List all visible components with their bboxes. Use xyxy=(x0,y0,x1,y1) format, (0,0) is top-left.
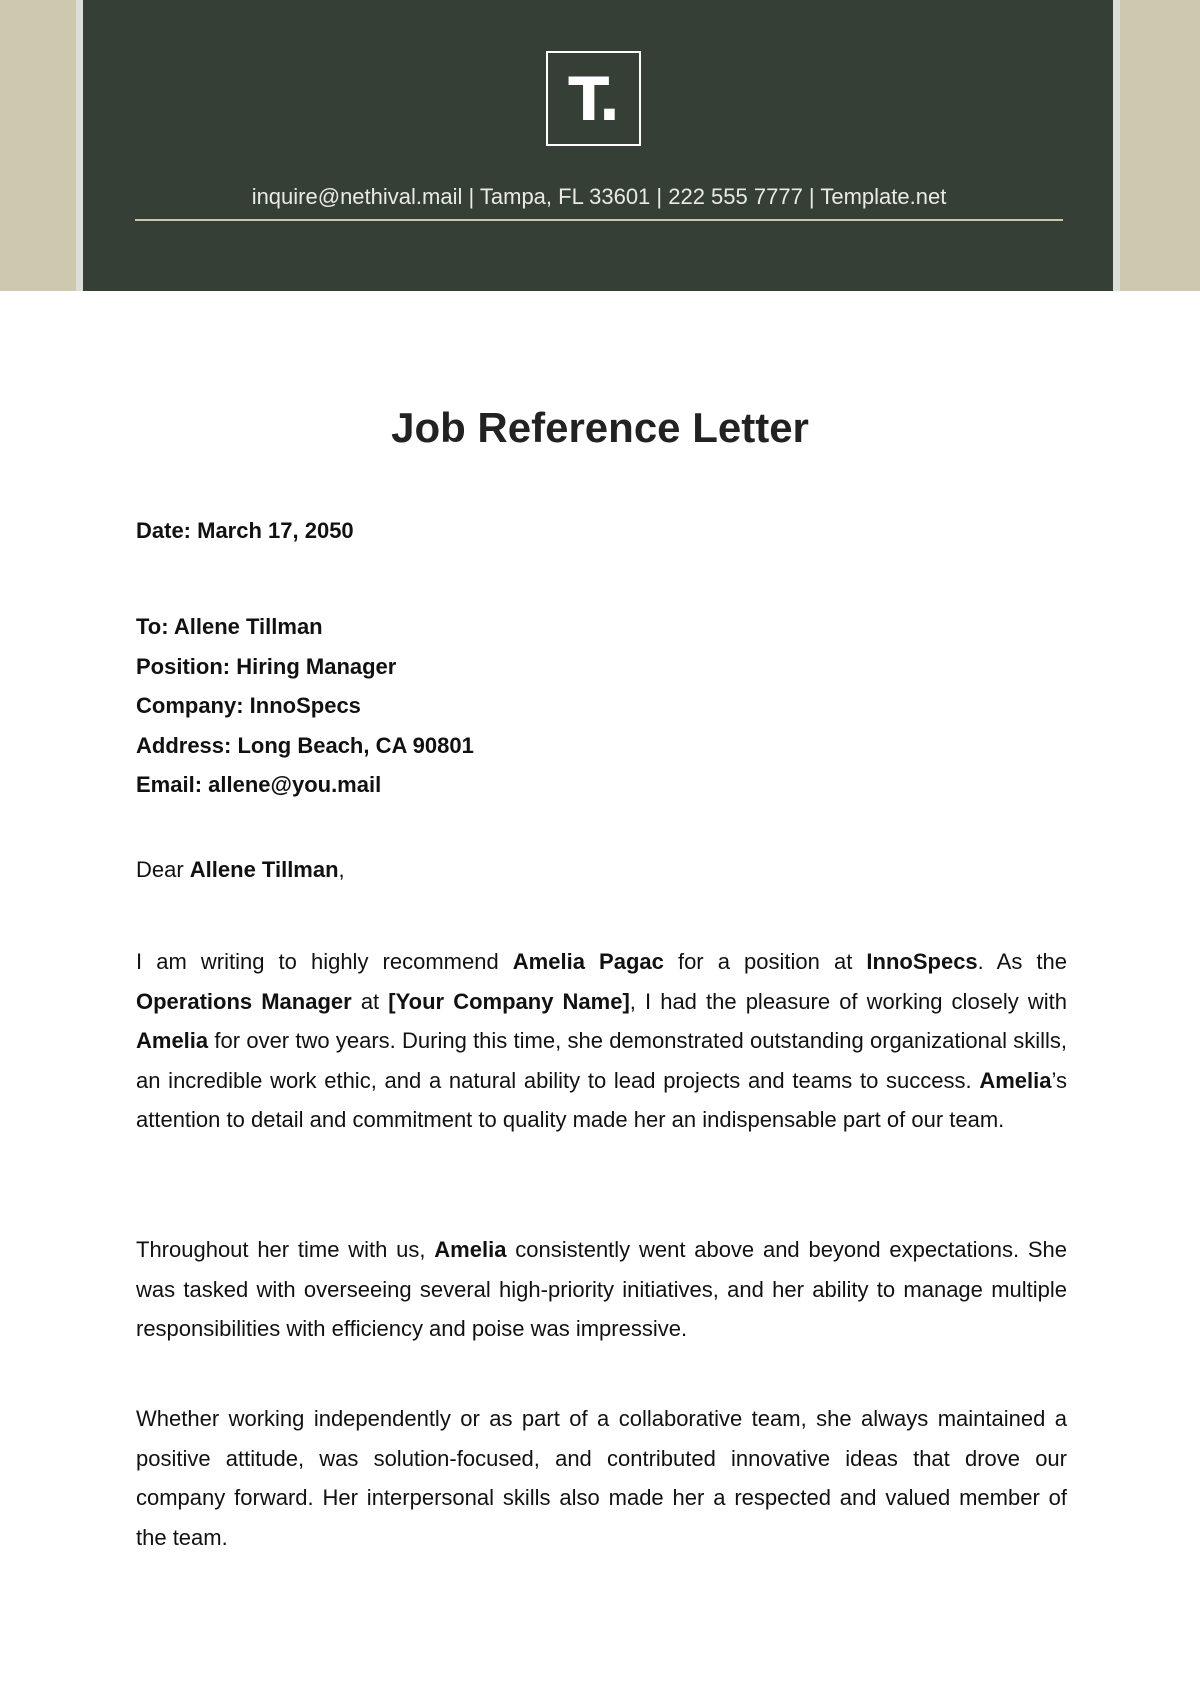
body-paragraph-1 xyxy=(136,942,1067,1140)
candidate-first-name: Amelia xyxy=(434,1237,507,1262)
greeting-name: Allene Tillman xyxy=(189,857,339,882)
writer-company: [Your Company Name] xyxy=(388,988,630,1014)
text-run: ’s attention to detail and commitment to quality made her an indispensable part of our team. xyxy=(136,1067,1067,1132)
candidate-first-name: Amelia xyxy=(136,1028,209,1053)
text-run: I am writing to highly recommend xyxy=(136,949,513,974)
text-run: consistently went above and beyond expectations. She was tasked with overseeing several high-priority initiatives, and her ability to manage multiple responsibilities with efficiency and poise was impressive. xyxy=(136,1237,1067,1341)
header-divider xyxy=(135,219,1063,221)
company-logo xyxy=(546,51,641,146)
body-paragraph-3 xyxy=(136,1399,1067,1557)
recipient-block xyxy=(136,607,1067,805)
text-run: at xyxy=(351,988,389,1014)
company-name: InnoSpecs xyxy=(866,949,978,974)
recipient-company: Company: InnoSpecs xyxy=(136,693,361,718)
text-run: for a position at xyxy=(663,949,867,974)
text-run: Whether working independently or as part of a collaborative team, she always maintained a positive attitude, was solution-focused, and contributed innovative ideas that drove our company forward. Her interpersonal skills also made her a respected and valued member of the team. xyxy=(136,1406,1067,1550)
recipient-position: Position: Hiring Manager xyxy=(136,653,397,679)
recipient-address: Address: Long Beach, CA 90801 xyxy=(136,732,474,758)
page-title: Job Reference Letter xyxy=(391,404,809,451)
greeting-prefix: Dear xyxy=(136,857,190,882)
letter-date: Date: March 17, 2050 xyxy=(136,518,354,543)
candidate-first-name: Amelia xyxy=(979,1067,1052,1093)
candidate-name: Amelia Pagac xyxy=(512,949,664,974)
writer-title: Operations Manager xyxy=(136,988,352,1014)
text-run: , I had the pleasure of working closely with xyxy=(629,988,1068,1014)
greeting xyxy=(136,855,1067,885)
contact-line: inquire@nethival.mail | Tampa, FL 33601 | 222 555 7777 | Template.net xyxy=(251,184,947,209)
body-paragraph-2 xyxy=(136,1230,1067,1349)
recipient-email: Email: allene@you.mail xyxy=(136,772,382,797)
text-run: for over two years. During this time, she demonstrated outstanding organizational skills, an incredible work ethic, and a natural ability to lead projects and teams to success. xyxy=(136,1028,1067,1093)
logo-letter: T. xyxy=(568,65,619,135)
greeting-suffix: , xyxy=(338,857,345,882)
recipient-to: To: Allene Tillman xyxy=(136,614,323,639)
text-run: . As the xyxy=(977,949,1068,974)
text-run: Throughout her time with us, xyxy=(136,1237,435,1262)
